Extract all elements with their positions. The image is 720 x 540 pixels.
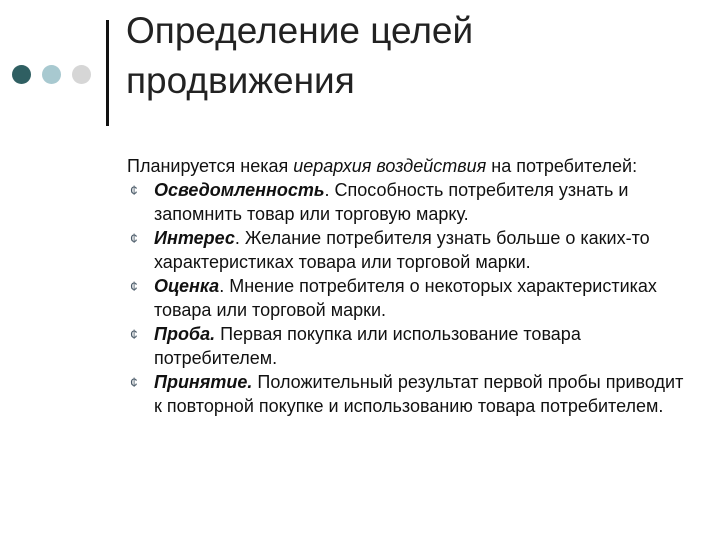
bullet-list: [127, 178, 687, 418]
list-item-trial: [127, 322, 687, 370]
slide-body: [127, 154, 687, 418]
item-term: Проба.: [154, 324, 216, 344]
item-term: Интерес: [154, 228, 235, 248]
item-term: Принятие.: [154, 372, 253, 392]
bullet-icon: ¢: [130, 278, 138, 294]
item-description: Первая покупка или использование товара потребителем.: [154, 324, 581, 368]
list-item-interest: [127, 226, 687, 274]
title-line-1: Определение целей: [126, 10, 474, 51]
item-term-separator: .: [234, 228, 240, 248]
list-item-adoption: [127, 370, 687, 418]
item-term-separator: .: [219, 276, 225, 296]
intro-text-before: Планируется некая: [127, 156, 294, 176]
intro-text-after: на потребителей:: [486, 156, 638, 176]
bullet-icon: ¢: [130, 374, 138, 390]
list-item-awareness: [127, 178, 687, 226]
item-term-separator: .: [324, 180, 330, 200]
decorative-dot-gray: [72, 65, 91, 84]
slide-title: [126, 6, 686, 106]
intro-paragraph: [127, 154, 687, 178]
item-description: Способность потребителя узнать и запомнить товар или торговую марку.: [154, 180, 629, 224]
item-description: Мнение потребителя о некоторых характеристиках товара или торговой марки.: [154, 276, 657, 320]
decorative-dot-light: [42, 65, 61, 84]
item-term: Осведомленность: [154, 180, 325, 200]
decorative-dot-dark: [12, 65, 31, 84]
item-description: Положительный результат первой пробы приводит к повторной покупке и использованию товара потребителем.: [154, 372, 684, 416]
intro-emphasis: иерархия воздействия: [293, 156, 487, 176]
title-line-2: продвижения: [126, 60, 355, 101]
item-description: Желание потребителя узнать больше о каких-то характеристиках товара или торговой марки.: [154, 228, 650, 272]
bullet-icon: ¢: [130, 230, 138, 246]
title-divider-line: [106, 20, 109, 126]
item-term: Оценка: [154, 276, 220, 296]
bullet-icon: ¢: [130, 182, 138, 198]
bullet-icon: ¢: [130, 326, 138, 342]
list-item-evaluation: [127, 274, 687, 322]
